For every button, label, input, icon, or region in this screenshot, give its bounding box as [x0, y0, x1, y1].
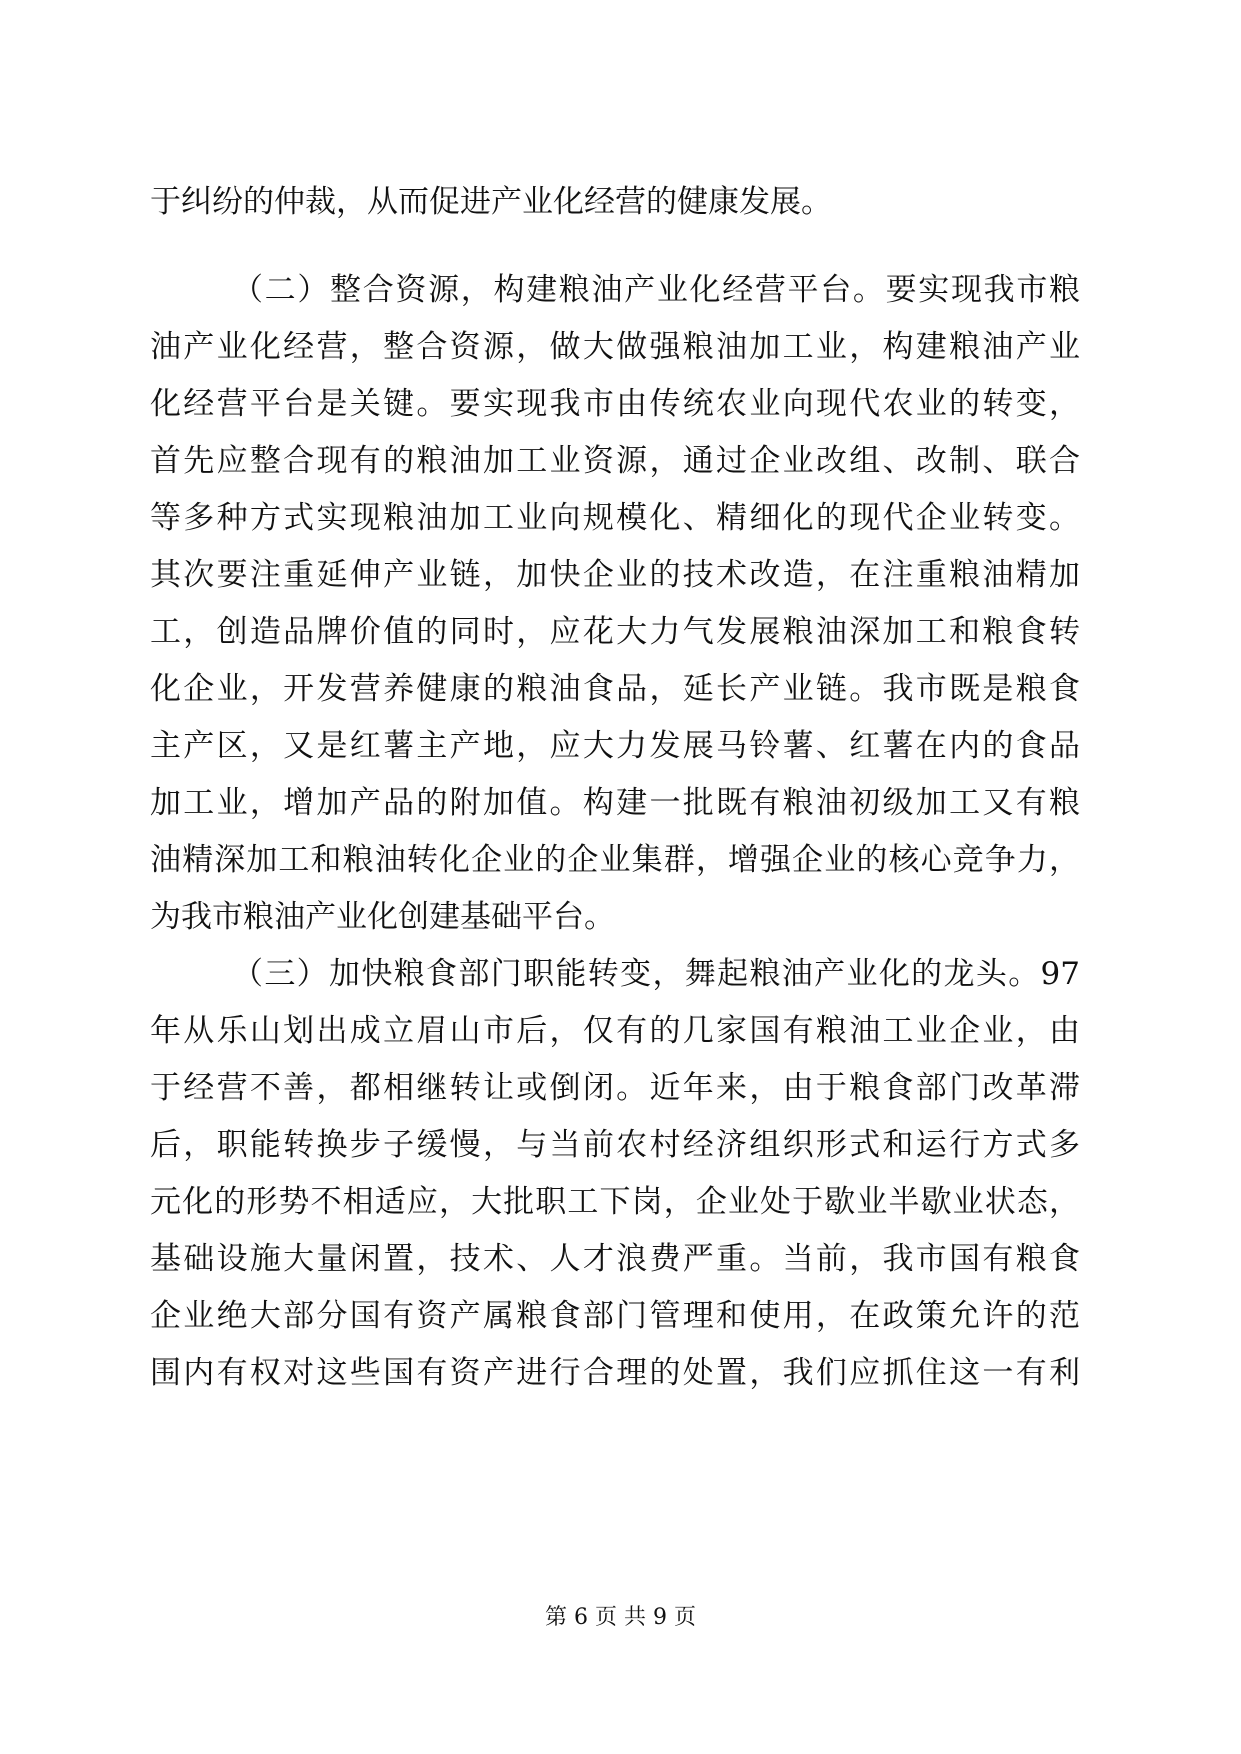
text-line: 化企业，开发营养健康的粮油食品，延长产业链。我市既是粮食: [150, 671, 1080, 707]
text-line: （二）整合资源，构建粮油产业化经营平台。要实现我市粮: [232, 272, 1080, 308]
text-line: 等多种方式实现粮油加工业向规模化、精细化的现代企业转变。: [150, 500, 1080, 536]
text-line: 元化的形势不相适应，大批职工下岗，企业处于歇业半歇业状态，: [150, 1184, 1080, 1220]
text-line: 为我市粮油产业化创建基础平台。: [150, 899, 615, 935]
text-line: 后，职能转换步子缓慢，与当前农村经济组织形式和运行方式多: [150, 1127, 1080, 1163]
text-line: 企业绝大部分国有资产属粮食部门管理和使用，在政策允许的范: [150, 1298, 1080, 1334]
text-line: 其次要注重延伸产业链，加快企业的技术改造，在注重粮油精加: [150, 557, 1080, 593]
text-line: 围内有权对这些国有资产进行合理的处置，我们应抓住这一有利: [150, 1355, 1080, 1391]
text-line: 首先应整合现有的粮油加工业资源，通过企业改组、改制、联合: [150, 443, 1080, 479]
text-line: 年从乐山划出成立眉山市后，仅有的几家国有粮油工业企业，由: [150, 1013, 1080, 1049]
text-line: 加工业，增加产品的附加值。构建一批既有粮油初级加工又有粮: [150, 785, 1080, 821]
page-footer: 第 6 页 共 9 页: [545, 1605, 696, 1630]
text-line: 油产业化经营，整合资源，做大做强粮油加工业，构建粮油产业: [150, 329, 1080, 365]
text-line: （三）加快粮食部门职能转变，舞起粮油产业化的龙头。97: [232, 956, 1080, 992]
text-line: 于经营不善，都相继转让或倒闭。近年来，由于粮食部门改革滞: [150, 1070, 1080, 1106]
text-line: 工，创造品牌价值的同时，应花大力气发展粮油深加工和粮食转: [150, 614, 1080, 650]
text-line: 于纠纷的仲裁，从而促进产业化经营的健康发展。: [150, 184, 832, 220]
text-line: 化经营平台是关键。要实现我市由传统农业向现代农业的转变，: [150, 386, 1080, 422]
text-line: 基础设施大量闲置，技术、人才浪费严重。当前，我市国有粮食: [150, 1241, 1080, 1277]
text-line: 主产区，又是红薯主产地，应大力发展马铃薯、红薯在内的食品: [150, 728, 1080, 764]
text-line: 油精深加工和粮油转化企业的企业集群，增强企业的核心竞争力，: [150, 842, 1080, 878]
